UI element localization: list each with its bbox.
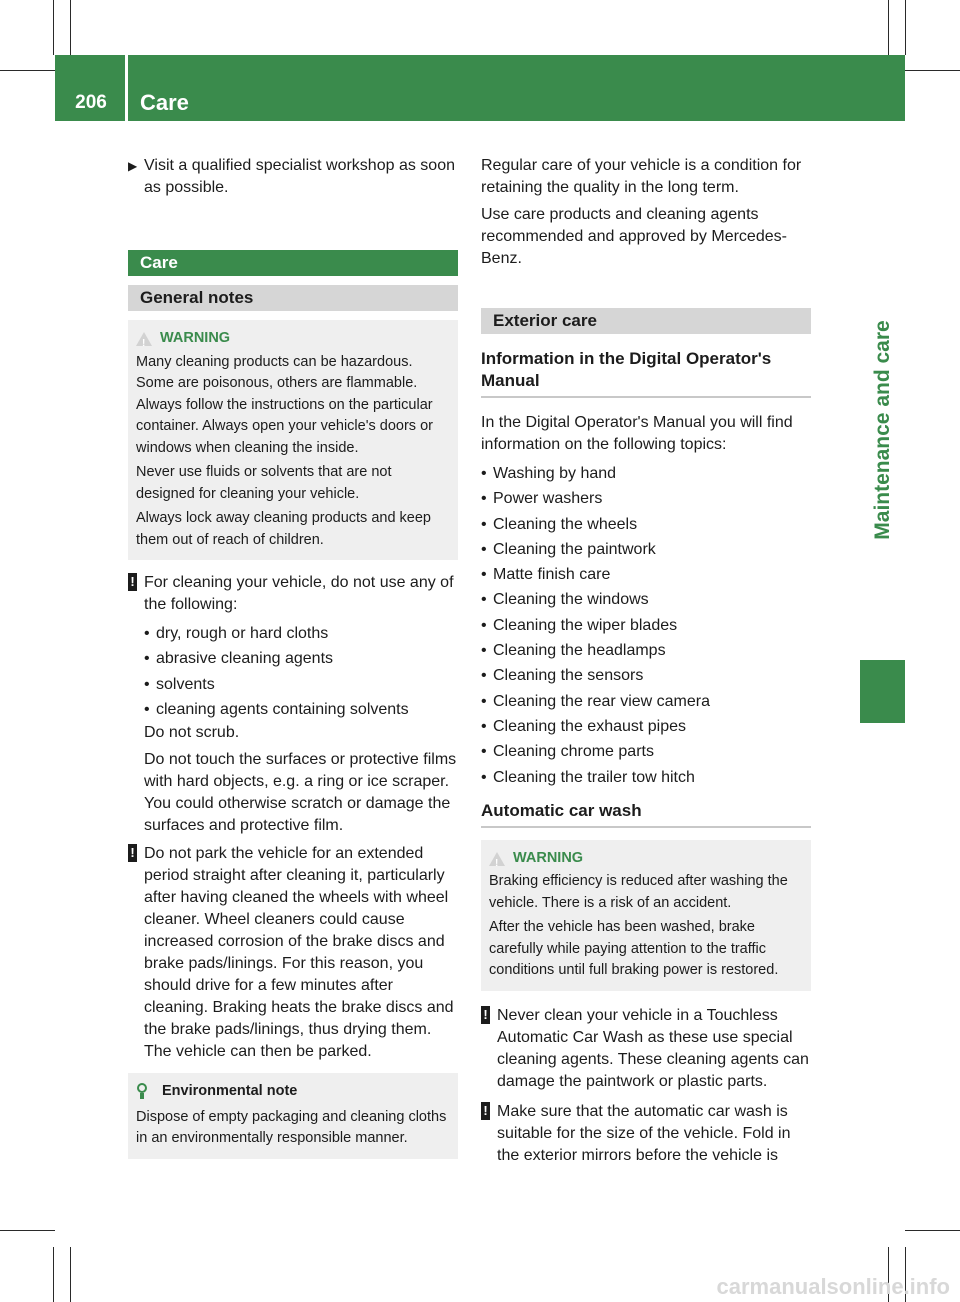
paragraph: Regular care of your vehicle is a condition for retaining the quality in the long term. <box>481 157 802 196</box>
heading-automatic-car-wash: Automatic car wash <box>481 800 811 828</box>
paragraph: Use care products and cleaning agents recommended and approved by Mercedes-Benz. <box>481 206 787 267</box>
crop-mark <box>905 70 960 71</box>
list-item: • Washing by hand <box>481 461 811 486</box>
list-item: • Cleaning the trailer tow hitch <box>481 765 811 790</box>
notice-text: Do not park the vehicle for an extended period straight after cleaning it, particularly after having cleaned the wheels with wheel cleaner. Wheel cleaners could cause increased corrosion of the brake discs and brake pads/linings. For this reason, you should drive for a few minutes after cleaning. Braking heats the brake discs and the brake pads/linings, thus drying them. The vehicle can then be parked. <box>144 845 454 1061</box>
notice-icon: ! <box>481 1006 490 1024</box>
list-item: • solvents <box>144 672 458 697</box>
list-item: • abrasive cleaning agents <box>144 646 458 671</box>
warning-paragraph: Braking efficiency is reduced after washing the vehicle. There is a risk of an accident. <box>489 873 788 911</box>
instruction-step <box>128 155 458 199</box>
warning-paragraph: After the vehicle has been washed, brake carefully while paying attention to the traffic conditions until full braking power is restored. <box>489 919 779 979</box>
list-item: • Cleaning the paintwork <box>481 537 811 562</box>
list-item: • Cleaning the rear view camera <box>481 689 811 714</box>
right-column <box>481 155 811 1173</box>
notice-text: Do not scrub. <box>144 724 240 742</box>
list-item: • Cleaning chrome parts <box>481 739 811 764</box>
environmental-note-text: Dispose of empty packaging and cleaning cloths in an environmentally responsible manner. <box>136 1108 447 1147</box>
list-item: • Cleaning the wheels <box>481 512 811 537</box>
crop-mark <box>53 0 54 55</box>
list-item: • Matte finish care <box>481 562 811 587</box>
environmental-note-title: Environmental note <box>136 1081 450 1103</box>
list-item: • Cleaning the windows <box>481 587 811 612</box>
notice-car-wash-size <box>481 1101 811 1167</box>
notice-icon: ! <box>128 844 137 862</box>
list-item: • Cleaning the sensors <box>481 663 811 688</box>
crop-mark <box>905 0 906 55</box>
notice-text: Never clean your vehicle in a Touchless Automatic Car Wash as these use special cleaning agents. These cleaning agents can damage the paintwork or plastic parts. <box>497 1006 809 1090</box>
crop-mark <box>70 0 71 55</box>
subsection-heading-general-notes: General notes <box>128 285 458 311</box>
crop-mark <box>53 1247 54 1302</box>
warning-paragraph: Always lock away cleaning products and keep them out of reach of children. <box>136 510 431 548</box>
notice-text: Do not touch the surfaces or protective films with hard objects, e.g. a ring or ice scraper. You could otherwise scratch or damage the surfaces and protective film. <box>144 751 457 835</box>
notice-icon: ! <box>128 573 137 591</box>
notice-text: Make sure that the automatic car wash is suitable for the size of the vehicle. Fold in the exterior mirrors before the vehicle is <box>497 1102 791 1164</box>
list-item: • dry, rough or hard cloths <box>144 621 458 646</box>
crop-mark <box>70 1247 71 1302</box>
list-item: • Cleaning the headlamps <box>481 638 811 663</box>
notice-text: For cleaning your vehicle, do not use any of the following: <box>144 574 454 613</box>
section-heading-care: Care <box>128 250 458 276</box>
list-item: • Cleaning the wiper blades <box>481 613 811 638</box>
arrow-icon: ▶ <box>128 159 138 173</box>
left-column <box>128 155 458 1159</box>
topics-list <box>481 461 811 790</box>
heading-digital-manual: Information in the Digital Operator's Manual <box>481 348 811 398</box>
step-text: Visit a qualified specialist workshop as soon as possible. <box>144 157 455 196</box>
list-item: • Power washers <box>481 486 811 511</box>
page-number: 206 <box>75 92 107 113</box>
notice-touchless <box>481 1005 811 1093</box>
warning-icon <box>136 332 152 346</box>
list-item: • Cleaning the exhaust pipes <box>481 714 811 739</box>
page-title: Care <box>140 90 189 115</box>
forbidden-items-list <box>144 621 458 722</box>
crop-mark <box>905 1230 960 1231</box>
environmental-note-box <box>128 1073 458 1159</box>
lightbulb-icon <box>136 1083 148 1101</box>
paragraph: In the Digital Operator's Manual you will find information on the following topics: <box>481 414 793 453</box>
side-tab-marker <box>860 660 905 723</box>
warning-box <box>481 840 811 991</box>
warning-title: ! WARNING <box>489 848 803 870</box>
header-divider <box>125 55 128 121</box>
crop-mark <box>0 70 55 71</box>
subsection-heading-exterior-care: Exterior care <box>481 308 811 334</box>
warning-title: ! WARNING <box>136 328 450 350</box>
notice-cleaning <box>128 572 458 837</box>
watermark: carmanualsonline.info <box>716 1274 950 1299</box>
crop-mark <box>0 1230 55 1231</box>
list-item: • cleaning agents containing solvents <box>144 697 458 722</box>
warning-paragraph: Many cleaning products can be hazardous. Some are poisonous, others are flammable. Always follow the instructions on the particular container. Always open your vehicle's doors or windows when cleaning the inside. <box>136 353 433 456</box>
notice-parking <box>128 843 458 1063</box>
warning-box <box>128 320 458 560</box>
warning-paragraph: Never use fluids or solvents that are not designed for cleaning your vehicle. <box>136 464 392 502</box>
warning-icon <box>489 852 505 866</box>
crop-mark <box>888 0 889 55</box>
notice-icon: ! <box>481 1102 490 1120</box>
side-tab-label: Maintenance and care <box>871 320 894 540</box>
